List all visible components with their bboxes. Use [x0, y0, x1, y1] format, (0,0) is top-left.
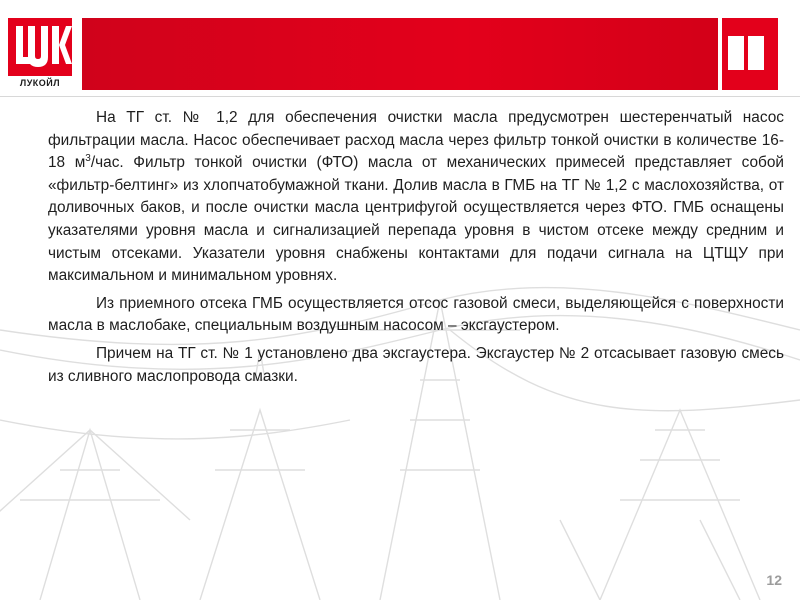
- header-red-band: [82, 18, 718, 90]
- paragraph-1-text-b: /час. Фильтр тонкой очистки (ФТО) масла от механических примесей представляет собой «фильтр-белтинг» из хлопчатобумажной ткани. Долив масла в ГМБ на ТГ № 1,2 с маслохозяйства, от доливочных баков, и после очистки масла центрифугой осуществляется через ФТО. ГМБ оснащены указателями уровня масла и сигнализацией перепада уровня в чистом отсеке между средним и чистым отсеками. Указатели уровня снабжены контактами для подачи сигнала на ЦТЩУ при максимальном и минимальном уровнях.: [48, 154, 785, 285]
- superscript: 3: [85, 153, 91, 165]
- paragraph-2: Из приемного отсека ГМБ осуществляется отсос газовой смеси, выделяющейся с поверхности масла в маслобаке, специальным воздушным насосом – эксгаустером.: [48, 294, 784, 335]
- paragraph-3: Причем на ТГ ст. № 1 установлено два эксгаустера. Эксгаустер № 2 отсасывает газовую смесь из сливного маслопровода смазки.: [48, 344, 784, 385]
- paragraph-1: [48, 107, 784, 288]
- header: [0, 0, 800, 100]
- company-name: ЛУКОЙЛ: [19, 78, 61, 88]
- slogan: Всегда в движении!: [653, 4, 778, 18]
- header-divider: [0, 96, 800, 97]
- paragraph-1-text-a: На ТГ ст. № 1,2 для обеспечения очистки масла предусмотрен шестеренчатый насос фильтрации масла. Насос обеспечивает расход масла через фильтр тонкой очистки в количестве 16-18 м: [48, 109, 784, 172]
- page-number: 12: [766, 572, 782, 588]
- lukoil-emblem-icon: [722, 18, 778, 90]
- slide-body: [48, 107, 784, 393]
